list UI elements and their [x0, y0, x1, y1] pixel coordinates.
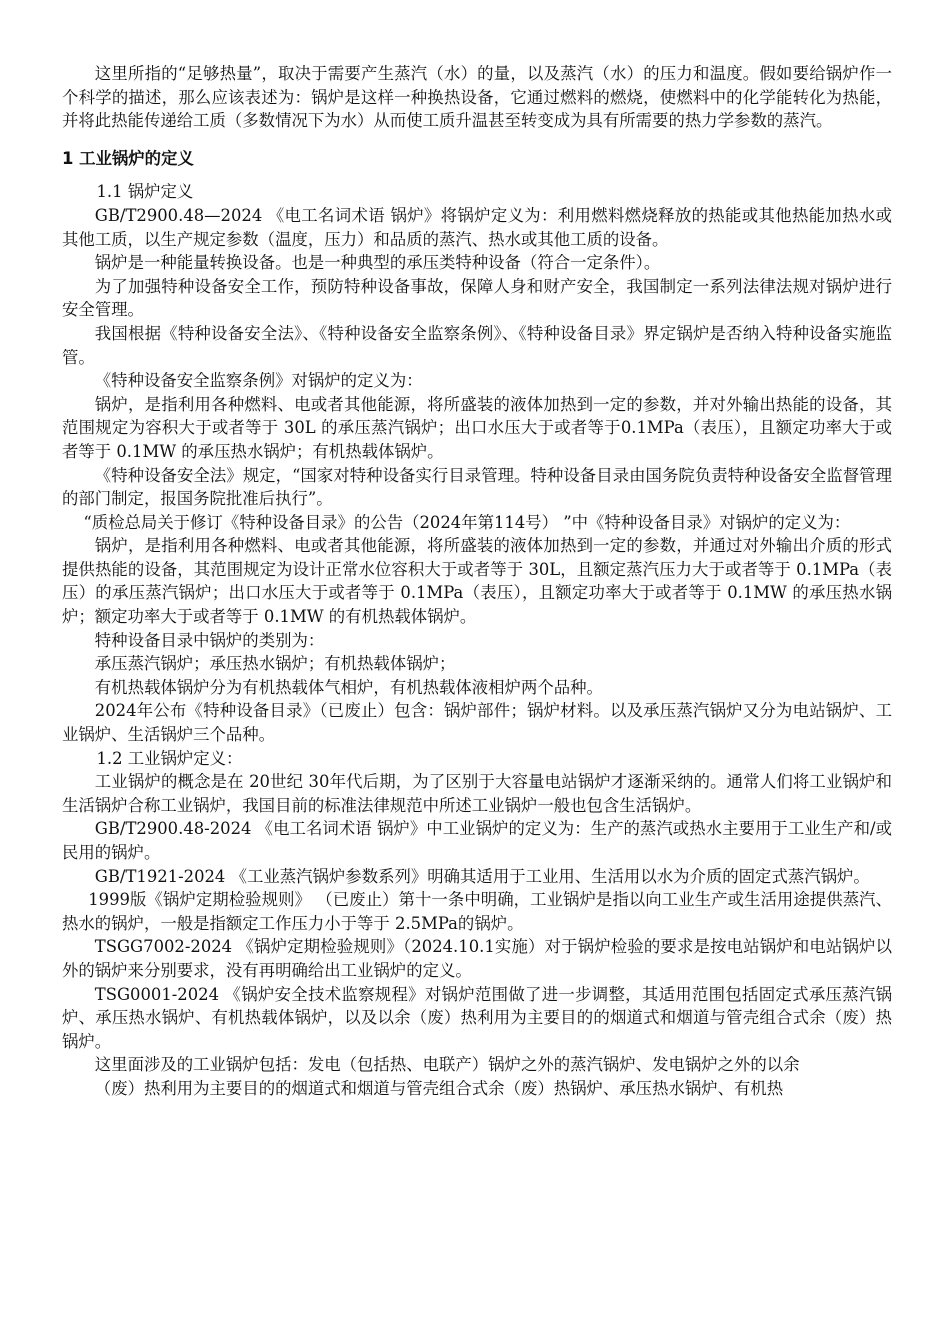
paragraph-scope-continued: （废）热利用为主要目的的烟道式和烟道与管壳组合式余（废）热锅炉、承压热水锅炉、有机热	[94, 1078, 784, 1098]
document-page	[62, 62, 892, 1101]
paragraph-organic: 有机热载体锅炉分为有机热载体气相炉，有机热载体液相炉两个品种。	[94, 677, 603, 697]
paragraph-notice: “质检总局关于修订《特种设备目录》的公告（2024年第114号） ”中《特种设备目录》对锅炉的定义为：	[83, 512, 851, 532]
paragraph-category-list: 承压蒸汽锅炉；承压热水锅炉；有机热载体锅炉；	[94, 654, 456, 674]
paragraph-tsg0001: TSG0001-2024 《锅炉安全技术监察规程》对锅炉范围做了进一步调整，其适用范围包括固定式承压蒸汽锅炉、承压热水锅炉、有机热载体锅炉，以及以余（废）热利用为主要目的的烟道式和烟道与管壳组合式余（废）热锅炉。	[62, 984, 892, 1051]
paragraph-safety: 为了加强特种设备安全工作，预防特种设备事故，保障人身和财产安全，我国制定一系列法律法规对锅炉进行安全管理。	[62, 276, 892, 320]
paragraph-tsgg7002: TSGG7002-2024 《锅炉定期检验规则》（2024.10.1实施）对于锅炉检验的要求是按电站锅炉和电站锅炉以外的锅炉来分别要求，没有再明确给出工业锅炉的定义。	[62, 937, 892, 980]
paragraph-1999-rules: 1999版《锅炉定期检验规则》 （已废止）第十一条中明确，工业锅炉是指以向工业生产或生活用途提供蒸汽、热水的锅炉，一般是指额定工作压力小于等于 2.5MPa的锅炉。	[62, 890, 892, 933]
paragraph-law: 《特种设备安全法》规定，“国家对特种设备实行目录管理。特种设备目录由国务院负责特种设备安全监督管理的部门制定，报国务院批准后执行”。	[62, 465, 892, 509]
paragraph-categories: 特种设备目录中锅炉的类别为：	[94, 630, 325, 650]
paragraph-2024-catalog: 2024年公布《特种设备目录》（已废止）包含：锅炉部件；锅炉材料。以及承压蒸汽锅炉又分为电站锅炉、工业锅炉、生活锅炉三个品种。	[62, 701, 892, 745]
paragraph-definition-1: 锅炉，是指利用各种燃料、电或者其他能源，将所盛装的液体加热到一定的参数，并对外输出热能的设备，其范围规定为容积大于或者等于 30L 的承压蒸汽锅炉；出口水压大于或者等于0.1MPa（表压），且额定功率大于或者等于 0.1MW 的承压热水锅炉；有机热载体锅炉。	[62, 394, 892, 461]
subsection-heading-1-2: 1.2 工业锅炉定义：	[96, 748, 243, 768]
paragraph-tiaoli: 《特种设备安全监察条例》对锅炉的定义为：	[94, 371, 423, 391]
paragraph-definition-2: 锅炉，是指利用各种燃料、电或者其他能源，将所盛装的液体加热到一定的参数，并通过对外输出介质的形式提供热能的设备，其范围规定为设计正常水位容积大于或者等于 30L，且额定蒸汽压力大于或者等于 0.1MPa（表压）的承压蒸汽锅炉；出口水压大于或者等于 0.1MPa（表压），且额定功率大于或者等于 0.1MW 的承压热水锅炉；额定功率大于或者等于 0.1MW 的有机热载体锅炉。	[62, 536, 892, 627]
paragraph-scope: 这里面涉及的工业锅炉包括：发电（包括热、电联产）锅炉之外的蒸汽锅炉、发电锅炉之外的以余	[94, 1055, 800, 1075]
subsection-heading-1-1: 1.1 锅炉定义	[96, 182, 194, 202]
paragraph-gb-definition: GB/T2900.48—2024 《电工名词术语 锅炉》将锅炉定义为：利用燃料燃烧释放的热能或其他热能加热水或其他工质，以生产规定参数（温度，压力）和品质的蒸汽、热水或其他工质的设备。	[62, 205, 892, 249]
paragraph-gb-industrial: GB/T2900.48-2024 《电工名词术语 锅炉》中工业锅炉的定义为：生产的蒸汽或热水主要用于工业生产和/或民用的锅炉。	[62, 819, 892, 862]
intro-paragraph: 这里所指的“足够热量”，取决于需要产生蒸汽（水）的量，以及蒸汽（水）的压力和温度。假如要给锅炉作一个科学的描述，那么应该表述为：锅炉是这样一种换热设备，它通过燃料的燃烧，使燃料中的化学能转化为热能，并将此热能传递给工质（多数情况下为水）从而使工质升温甚至转变成为具有所需要的热力学参数的蒸汽。	[62, 64, 892, 131]
paragraph-concept: 工业锅炉的概念是在 20世纪 30年代后期，为了区别于大容量电站锅炉才逐渐采纳的。通常人们将工业锅炉和生活锅炉合称工业锅炉，我国目前的标准法律规范中所述工业锅炉一般也包含生活锅炉。	[62, 772, 892, 815]
paragraph-basis: 我国根据《特种设备安全法》、《特种设备安全监察条例》、《特种设备目录》界定锅炉是否纳入特种设备实施监管。	[62, 323, 892, 367]
paragraph-energy: 锅炉是一种能量转换设备。也是一种典型的承压类特种设备（符合一定条件）。	[94, 253, 661, 273]
section-heading: 1 工业锅炉的定义	[62, 148, 194, 168]
paragraph-gb1921: GB/T1921-2024 《工业蒸汽锅炉参数系列》明确其适用于工业用、生活用以水为介质的固定式蒸汽锅炉。	[94, 866, 870, 886]
